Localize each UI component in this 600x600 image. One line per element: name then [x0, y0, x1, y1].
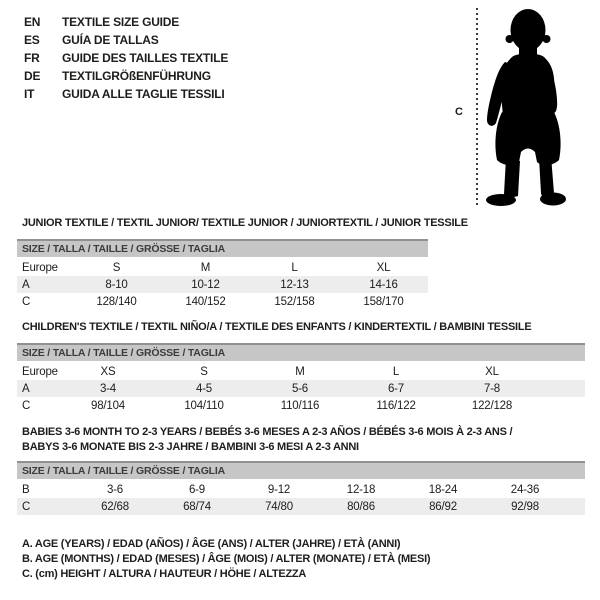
table-cell: 98/104	[91, 399, 125, 412]
table-cell: 6-9	[188, 483, 206, 496]
table-cell: M	[295, 365, 305, 378]
table-row	[17, 276, 428, 293]
row-label: Europe	[22, 261, 58, 274]
table-cell: 24-36	[510, 483, 540, 496]
table-cell: 12-13	[280, 278, 309, 291]
junior-size-table	[17, 259, 428, 310]
language-row	[24, 31, 228, 49]
table-cell: 7-8	[483, 382, 501, 395]
children-table-title: CHILDREN'S TEXTILE / TEXTIL NIÑO/A / TEXTILE DES ENFANTS / KINDERTEXTIL / BAMBINI TESSILE	[22, 321, 532, 333]
table-cell: 74/80	[265, 500, 293, 513]
language-title: TEXTILE SIZE GUIDE	[62, 15, 180, 29]
language-code: EN	[24, 15, 41, 29]
table-cell: 3-6	[106, 483, 124, 496]
table-cell: 6-7	[387, 382, 405, 395]
table-cell: 122/128	[471, 399, 513, 412]
table-cell: 14-16	[369, 278, 398, 291]
babies-size-table	[17, 481, 585, 515]
row-label: Europe	[22, 365, 58, 378]
table-cell: XS	[100, 365, 116, 378]
table-cell: 68/74	[183, 500, 211, 513]
language-row	[24, 13, 228, 31]
table-cell: 104/110	[184, 399, 224, 412]
row-label: B	[22, 483, 30, 496]
language-list	[24, 13, 228, 103]
table-row	[17, 363, 585, 380]
babies-table-title-line1: BABIES 3-6 MONTH TO 2-3 YEARS / BEBÉS 3-6 MESES A 2-3 AÑOS / BÉBÉS 3-6 MOIS À 2-3 ANS /	[22, 426, 513, 438]
language-title: GUÍA DE TALLAS	[62, 33, 159, 47]
table-cell: XL	[485, 365, 499, 378]
row-label: A	[22, 382, 30, 395]
language-row	[24, 67, 228, 85]
language-title: TEXTILGRÖßENFÜHRUNG	[62, 69, 211, 83]
size-header-bar: SIZE / TALLA / TAILLE / GRÖSSE / TAGLIA	[17, 461, 585, 479]
babies-table-title-line2: BABYS 3-6 MONATE BIS 2-3 JAHRE / BAMBINI 3-6 MESI A 2-3 ANNI	[22, 441, 359, 453]
table-cell: 62/68	[101, 500, 129, 513]
language-title: GUIDA ALLE TAGLIE TESSILI	[62, 87, 225, 101]
children-size-table	[17, 363, 585, 414]
junior-table-title: JUNIOR TEXTILE / TEXTIL JUNIOR/ TEXTILE JUNIOR / JUNIORTEXTIL / JUNIOR TESSILE	[22, 217, 468, 229]
language-row	[24, 85, 228, 103]
baby-silhouette-icon	[481, 6, 571, 208]
height-measure-label: C	[455, 106, 463, 118]
table-cell: L	[291, 261, 298, 274]
language-title: GUIDE DES TAILLES TEXTILE	[62, 51, 229, 65]
table-cell: 80/86	[347, 500, 375, 513]
table-cell: 4-5	[195, 382, 213, 395]
table-cell: 3-4	[99, 382, 117, 395]
table-cell-spacer	[566, 498, 585, 515]
table-cell: 86/92	[429, 500, 457, 513]
table-cell: M	[200, 261, 211, 274]
table-cell: 8-10	[105, 278, 128, 291]
size-header-bar: SIZE / TALLA / TAILLE / GRÖSSE / TAGLIA	[17, 343, 585, 361]
footnotes	[22, 537, 430, 582]
row-label: C	[22, 295, 31, 308]
footnote-a: A. AGE (YEARS) / EDAD (AÑOS) / ÂGE (ANS) / ALTER (JAHRE) / ETÀ (ANNI)	[22, 538, 401, 550]
table-cell: 92/98	[511, 500, 539, 513]
language-code: ES	[24, 33, 40, 47]
table-cell: 9-12	[267, 483, 291, 496]
table-cell-spacer	[540, 380, 585, 397]
table-row	[17, 397, 585, 414]
language-row	[24, 49, 228, 67]
table-row	[17, 380, 585, 397]
table-cell: 18-24	[428, 483, 458, 496]
table-row	[17, 293, 428, 310]
table-cell: 128/140	[96, 295, 137, 308]
height-dashed-line	[476, 8, 478, 208]
table-cell: S	[200, 365, 208, 378]
row-label: A	[22, 278, 30, 291]
table-cell: L	[392, 365, 400, 378]
table-row	[17, 259, 428, 276]
table-cell-spacer	[540, 363, 585, 380]
table-cell: 158/170	[363, 295, 404, 308]
table-cell: 152/158	[274, 295, 315, 308]
table-cell: 116/122	[376, 399, 416, 412]
size-header-bar: SIZE / TALLA / TAILLE / GRÖSSE / TAGLIA	[17, 239, 428, 257]
footnote-c: C. (cm) HEIGHT / ALTURA / HAUTEUR / HÖHE / ALTEZZA	[22, 568, 307, 580]
row-label: C	[22, 500, 31, 513]
footnote-b: B. AGE (MONTHS) / EDAD (MESES) / ÂGE (MOIS) / ALTER (MONATE) / ETÀ (MESI)	[22, 553, 431, 565]
table-row	[17, 498, 585, 515]
row-label: C	[22, 399, 31, 412]
table-cell: XL	[376, 261, 391, 274]
table-cell: 5-6	[291, 382, 309, 395]
table-cell: 110/116	[280, 399, 320, 412]
table-cell-spacer	[540, 397, 585, 414]
table-cell: 12-18	[346, 483, 376, 496]
language-code: DE	[24, 69, 41, 83]
language-code: FR	[24, 51, 40, 65]
table-cell: 140/152	[185, 295, 226, 308]
language-code: IT	[24, 87, 35, 101]
table-cell: S	[112, 261, 121, 274]
table-row	[17, 481, 585, 498]
table-cell: 10-12	[191, 278, 220, 291]
table-cell-spacer	[566, 481, 585, 498]
